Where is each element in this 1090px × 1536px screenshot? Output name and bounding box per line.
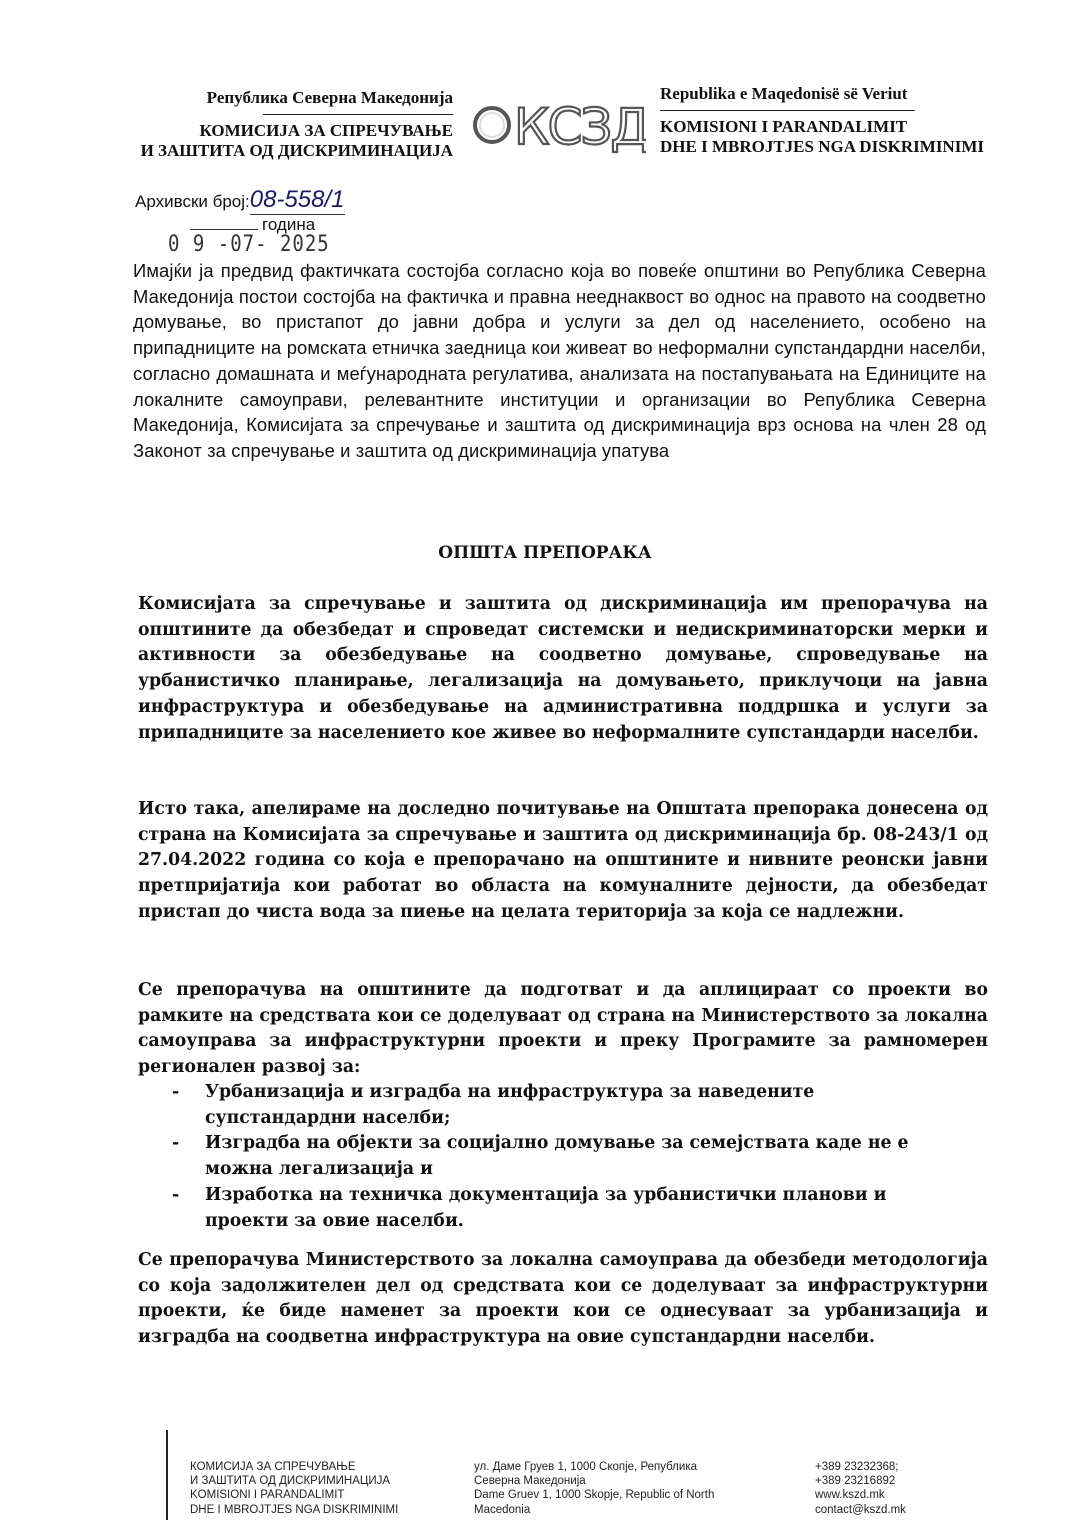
intro-paragraph: Имајќи ја предвид фактичката состојба согласно која во повеќе општини во Република Северна Македонија постои состојба на фактичка и правна нееднаквост во однос на правото на соодветно домување, во пристапот до јавни добра и услуги за дел од населението, особено на припадниците на ромската етничка заедница кои живеат во неформални супстандардни населби, согласно домашната и меѓународната регулатива, анализата на постапувањата на Единиците на локалните самоуправи, релевантните институции и организации во Република Северна Македонија, Комисијата за спречување и заштита од дискриминација врз основа на член 28 од Законот за спречување и заштита од дискриминација упатува [133,260,986,461]
header-left [135,88,453,161]
recommendation-paragraph-3: Се препорачува на општините да подготват и да аплицираат со проекти во рамките на средствата кои се доделуваат од страна на Министерството за локална самоуправа за инфраструктурни проекти и преку Програмите за рамномерен регионален развој за: [138,980,988,1078]
footer-address-en-1: Dame Gruev 1, 1000 Skopje, Republic of North [474,1489,715,1502]
header-right-divider [660,110,915,111]
footer-address-mk-1: ул. Даме Груев 1, 1000 Скопје, Република [474,1461,697,1473]
commission-logo [468,98,646,156]
list-item-text: Изработка на техничка документација за урбанистички планови и проекти за овие населби. [205,1184,887,1231]
footer-org-al-2: DHE I MBROJTJES NGA DISKRIMINIMI [190,1503,399,1516]
list-item: - Изработка на техничка документација за урбанистички планови и проекти за овие населби. [172,1184,887,1231]
footer-phone-2: +389 23216892 [815,1475,896,1488]
year-blank-line [190,229,258,230]
footer-address-mk-2: Северна Македонија [474,1475,586,1488]
header-right [660,84,990,157]
header-left-republic: Република Северна Македонија [206,88,453,107]
logo-text: КСЗД [514,98,646,156]
recommendation-bullet-list [172,1080,932,1234]
footer-contact [815,1460,935,1517]
header-left-org-line2: И ЗАШТИТА ОД ДИСКРИМИНАЦИЈА [140,141,453,160]
archive-label: Архивски број: [135,192,250,211]
list-item: - Изградба на објекти за социјално домување за семејствата каде не е можна легализација и [172,1133,909,1180]
recommendation-paragraph-5: Се препорачува Министерството за локална самоуправа да обезбеди методологија со која задолжителен дел од средствата кои се доделуваат за инфраструктурни проекти, ќе биде наменет за проекти кои се однесуваат за урбанизација и изградба на соодветна инфраструктура на овие супстандардни населби. [138,1250,988,1348]
footer-divider [166,1430,168,1520]
document-title: ОПШТА ПРЕПОРАКА [438,543,652,563]
header-left-divider [263,114,453,115]
archive-number: 08-558/1 [249,186,345,213]
date-stamp: 0 9 -07- 2025 [168,231,330,257]
list-item: - Урбанизација и изградба на инфраструктура за наведените супстандардни населби; [172,1082,815,1128]
header-right-republic: Republika e Maqedonisë së Veriut [660,84,908,103]
footer-email-link[interactable]: contact@kszd.mk [815,1503,906,1516]
year-label: година [262,215,316,234]
header-left-org-line1: КОМИСИЈА ЗА СПРЕЧУВАЊЕ [199,121,453,140]
header-right-org-line1: KOMISIONI I PARANDALIMIT [660,117,908,136]
recommendation-paragraph-1: Комисијата за спречување и заштита од дискриминација им препорачува на општините да обезбедат и спроведат системски и недискриминаторски мерки и активности за обезбедување на соодветно домување, спроведување на урбанистичко планирање, легализација на домувањето, приклучоци на јавна инфраструктура и обезбедување на административна поддршка и услуги за припадниците за населението кое живее во неформалните супстандарди населби. [138,594,988,743]
archive-number-row [135,186,345,215]
header-right-org-line2: DHE I MBROJTJES NGA DISKRIMINIMI [660,137,984,156]
recommendation-paragraph-2: Исто така, апелираме на доследно почитување на Општата препорака донесена од страна на Комисијата за спречување и заштита од дискриминација бр. 08-243/1 од 27.04.2022 година со која е препорачано на општините и нивните реонски јавни претпријатија кои работат во областа на комуналните дејности, да обезбедат пристап до чиста вода за пиење на целата територија за која се надлежни. [138,799,988,922]
footer-org-mk-1: КОМИСИЈА ЗА СПРЕЧУВАЊЕ [190,1461,356,1473]
footer-org-al-1: KOMISIONI I PARANDALIMIT [190,1489,345,1502]
footer-website-link[interactable]: www.kszd.mk [815,1489,885,1502]
list-item-text: Изградба на објекти за социјално домување за семејствата каде не е можна легализација и [205,1133,909,1180]
list-item-text: Урбанизација и изградба на инфраструктура за наведените супстандардни населби; [205,1082,815,1128]
footer-organization [190,1460,440,1517]
footer-address-en-2: Macedonia [474,1503,531,1516]
footer-phone-1: +389 23232368; [815,1461,899,1473]
footer-address [474,1460,754,1517]
footer-org-mk-2: И ЗАШТИТА ОД ДИСКРИМИНАЦИЈА [190,1475,391,1488]
logo-icon [468,98,646,156]
